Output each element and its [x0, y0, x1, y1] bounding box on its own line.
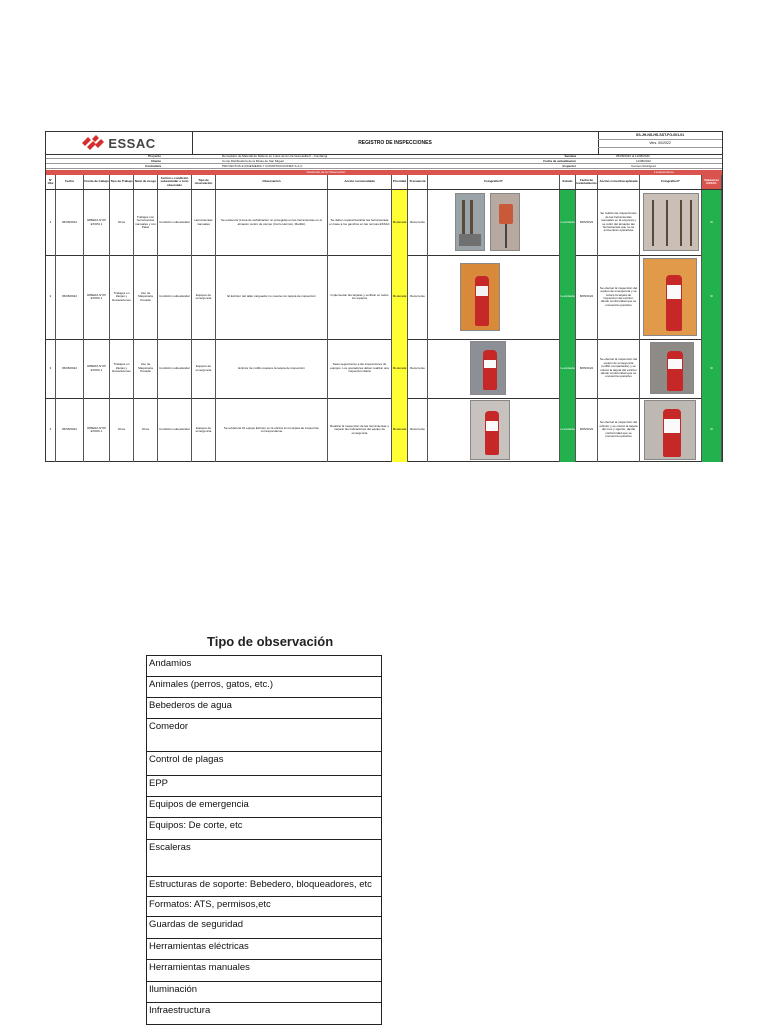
- list-item: Formatos: ATS, permisos,etc: [147, 897, 381, 917]
- list-item: Animales (perros, gatos, etc.): [147, 677, 381, 698]
- photo-tools-fixed: [643, 193, 699, 251]
- cell-foto-lev: [640, 339, 702, 398]
- cell-fecha: 05/08/2022: [56, 190, 84, 255]
- cell-foto-lev: [640, 398, 702, 462]
- cell-frente: RIBERA N°05 ETAPA 1: [84, 339, 110, 398]
- cell-fecha-lev: 8/05/2022: [576, 190, 598, 255]
- cell-riesgo: Uso de Maquinaria Pesada: [134, 255, 158, 339]
- col-frecuencia: Frecuencia: [408, 175, 428, 189]
- cell-fecha: 05/08/2022: [56, 398, 84, 462]
- col-n: N° Obs: [46, 175, 56, 189]
- list-item: Andamios: [147, 656, 381, 677]
- cell-prioridad: Moderada: [392, 190, 408, 255]
- cell-fecha-lev: 8/05/2022: [576, 339, 598, 398]
- cell-correctiva: Se efectuó la inspección del equipo de emergencia y se colocó la tarjeta de inspección del extintor, dando conformidad que se encuentra operativo: [598, 255, 640, 339]
- cell-accion: Condición subestándar: [158, 190, 192, 255]
- essac-logo-icon: [82, 135, 104, 151]
- cell-prioridad: Moderada: [392, 339, 408, 398]
- cell-frente: RIBERA N°05 ETAPA 1: [84, 255, 110, 339]
- cliente-value: Comp Distribuidora de la Minas de San Miguel: [222, 159, 284, 163]
- cell-frecuencia: Recurrente: [408, 255, 428, 339]
- cell-estado: Levantada: [560, 190, 576, 255]
- semana-label: Semana: [564, 154, 576, 158]
- document-code: [598, 132, 722, 154]
- section-levantamiento: Levantamiento: [606, 170, 722, 175]
- cell-validacion: SI: [702, 190, 722, 255]
- proyecto-value: Remoplazo de Material de Relleno en Lotes de la Ura Gramasilla II - Condiangi: [222, 154, 328, 158]
- cell-recomendada: Realizar la inspección de las herramientas y mejorar las indicaciones del equipo de emergencia: [328, 398, 392, 462]
- list-item: Herramientas manuales: [147, 960, 381, 982]
- col-fecha-lev: Fecha de levantamiento: [576, 175, 598, 189]
- col-tipo-trabajo: Tipo de Trabajo: [110, 175, 134, 189]
- photo-extinguisher-2: [470, 341, 506, 395]
- cell-frente: RIBERA N°05 ETAPA 1: [84, 398, 110, 462]
- photo-extinguisher-fixed-1: [643, 258, 697, 336]
- cell-tipo-trabajo: Otros: [110, 398, 134, 462]
- list-item: Iluminación: [147, 982, 381, 1003]
- photo-extinguisher-3: [470, 400, 510, 460]
- cell-riesgo: Trabajos con herramientas manuales y con Palas: [134, 190, 158, 255]
- cell-riesgo: Otros: [134, 398, 158, 462]
- cell-correctiva: Se realizó las inspecciones de las herramientas manuales en la empresa y se retiró del almacén las herramientas que no se encuentran operativas: [598, 190, 640, 255]
- cell-prioridad: Moderada: [392, 398, 408, 462]
- cell-tipo-trabajo: Otros: [110, 190, 134, 255]
- fecha-label: Fecha de actualizacion: [543, 159, 576, 163]
- sheet-meta: [46, 154, 722, 170]
- cell-estado: Levantada: [560, 339, 576, 398]
- list-item: Infraestructura: [149, 1005, 211, 1016]
- list-item: Control de plagas: [147, 752, 381, 776]
- col-foto: Fotografía N°: [428, 175, 560, 189]
- cell-n: 2: [46, 255, 56, 339]
- col-correctiva: Acción correctiva aplicada: [598, 175, 640, 189]
- contratista-value: PROYECTOS E INGENIERIA Y CONSTRUCCIONES S.A.C.: [222, 164, 304, 168]
- contratista-label: Contratista: [145, 164, 161, 168]
- list-item: Herramientas eléctricas: [147, 939, 381, 960]
- list-item: EPP: [147, 776, 381, 797]
- list-item: Escaleras: [147, 840, 381, 877]
- cell-estado: Levantada: [560, 255, 576, 339]
- cell-foto-lev: [640, 190, 702, 255]
- col-riesgo: Nivel de riesgo: [134, 175, 158, 189]
- cell-n: 4: [46, 398, 56, 462]
- proyecto-label: Proyecto: [148, 154, 161, 158]
- column-headers: [46, 175, 722, 190]
- fecha-value: 11/08/2022: [636, 159, 651, 163]
- logo: [46, 132, 193, 154]
- cell-accion: Condición subestándar: [158, 398, 192, 462]
- photo-tools-1: [455, 193, 485, 251]
- cell-foto: [428, 398, 560, 462]
- photo-tools-2: [490, 193, 520, 251]
- cell-tipo-trabajo: Trabajos en Zanjas y Excavaciones: [110, 255, 134, 339]
- list-item: Equipos de emergencia: [147, 797, 381, 818]
- list-item: Guardas de seguridad: [147, 917, 381, 939]
- cliente-label: Cliente: [150, 159, 161, 163]
- cell-fecha-lev: 8/05/2022: [576, 255, 598, 339]
- cell-foto: [428, 255, 560, 339]
- cell-fecha: 05/08/2022: [56, 255, 84, 339]
- document-code-value: SS-JH-NS-HS-SST-FO-001-01: [598, 132, 722, 140]
- tipo-observacion-title: Tipo de observación: [207, 634, 334, 649]
- cell-n: 3: [46, 339, 56, 398]
- cell-recomendada: Implementar las tarjetas y verificar en todos los equipos: [328, 255, 392, 339]
- cell-recomendada: Sean seguimiento a las inspecciones de equipos. Los operadores deben realizar una inspección diaria: [328, 339, 392, 398]
- table-row: [46, 398, 722, 462]
- cell-validacion: SI: [702, 398, 722, 462]
- list-item: Equipos: De corte, etc: [147, 818, 381, 840]
- cell-foto: [428, 190, 560, 255]
- cell-estado: Levantada: [560, 398, 576, 462]
- cell-tipo-obs: Equipos de emergencia: [192, 339, 216, 398]
- cell-foto-lev: [640, 255, 702, 339]
- cell-frecuencia: Recurrente: [408, 339, 428, 398]
- col-estado: Estado: [560, 175, 576, 189]
- list-item: Estructuras de soporte: Bebedero, bloqueadores, etc: [147, 877, 381, 897]
- list-item: Comedor: [147, 719, 381, 752]
- cell-riesgo: Uso de Maquinaria Pesada: [134, 339, 158, 398]
- cell-observacion: Se evidencia 01 equipo Extintor en la oficina sin la tarjeta de inspección correspondiente: [216, 398, 328, 462]
- col-validacion: Validación ESSAC: [702, 175, 722, 189]
- logo-text: ESSAC: [108, 135, 156, 151]
- cell-observacion: Se evidencia (Línea de señalización no protegida) en las herramientas en el almacén centro de campo (Carro Hermón, Martillo): [216, 190, 328, 255]
- document-version: Vers. 00/2022: [598, 140, 722, 148]
- col-recomendada: Acción recomendada: [328, 175, 392, 189]
- cell-frecuencia: Recurrente: [408, 190, 428, 255]
- cell-fecha: 05/08/2022: [56, 339, 84, 398]
- photo-extinguisher-fixed-3: [644, 400, 696, 460]
- cell-accion: Condición subestándar: [158, 255, 192, 339]
- cell-frecuencia: Recurrente: [408, 398, 428, 462]
- inspection-register-sheet: [45, 131, 723, 462]
- semana-value: 05/08/2022 al 11/08/2022: [616, 154, 650, 158]
- col-tipo-obs: Tipo de observación: [192, 175, 216, 189]
- table-row: [46, 255, 722, 340]
- cell-validacion: SI: [702, 339, 722, 398]
- list-item: Bebederos de agua: [147, 698, 381, 719]
- cell-recomendada: Se deben reparar/cambiar las herramientas en base a los ganchos en las normas ESSAC: [328, 190, 392, 255]
- tipo-observacion-table: [146, 655, 382, 1025]
- sheet-title: REGISTRO DE INSPECCIONES: [192, 132, 599, 154]
- col-observacion: Observación: [216, 175, 328, 189]
- cell-observacion: El Extintor del taller carguador no cuenta con tarjeta de inspección: [216, 255, 328, 339]
- cell-foto: [428, 339, 560, 398]
- cell-tipo-obs: Equipos de emergencia: [192, 398, 216, 462]
- cell-correctiva: Se efectuó la inspección del equipo de emergencia (rodillo compactador) y se colocó la tarjeta del extintor dando conformidad que se encuentra operativo: [598, 339, 640, 398]
- col-foto-lev: Fotografía N°: [640, 175, 702, 189]
- cell-accion: Condición subestándar: [158, 339, 192, 398]
- inspector-label: Inspector: [562, 164, 576, 168]
- cell-prioridad: Moderada: [392, 255, 408, 339]
- col-prioridad: Prioridad: [392, 175, 408, 189]
- cell-tipo-obs: Equipos de emergencia: [192, 255, 216, 339]
- cell-n: 1: [46, 190, 56, 255]
- table-row: [46, 190, 722, 256]
- section-desarrollo: Desarrollo de la Observación: [46, 170, 606, 175]
- col-fecha: Fecha: [56, 175, 84, 189]
- sheet-header: [46, 132, 722, 155]
- inspector-value: Carmen Rodriguez: [631, 164, 657, 168]
- col-accion: Acción o condición subestándar o Acto observado: [158, 175, 192, 189]
- table-row: [46, 339, 722, 399]
- cell-fecha-lev: 8/05/2022: [576, 398, 598, 462]
- cell-frente: RIBERA N°05 ETAPA 1: [84, 190, 110, 255]
- cell-observacion: Extintor de rodillo requiere la tarjeta de inspección: [216, 339, 328, 398]
- col-frente: Frente de trabajo: [84, 175, 110, 189]
- photo-extinguisher-1: [460, 263, 500, 331]
- cell-correctiva: Se efectuó la inspección del extintor y se colocó la tarjeta del mes y vigente, dando conformidad que se encuentra operativo: [598, 398, 640, 462]
- cell-validacion: SI: [702, 255, 722, 339]
- cell-tipo-obs: Herramientas manuales: [192, 190, 216, 255]
- cell-tipo-trabajo: Trabajos en Zanjas y Excavaciones: [110, 339, 134, 398]
- photo-extinguisher-fixed-2: [650, 342, 694, 394]
